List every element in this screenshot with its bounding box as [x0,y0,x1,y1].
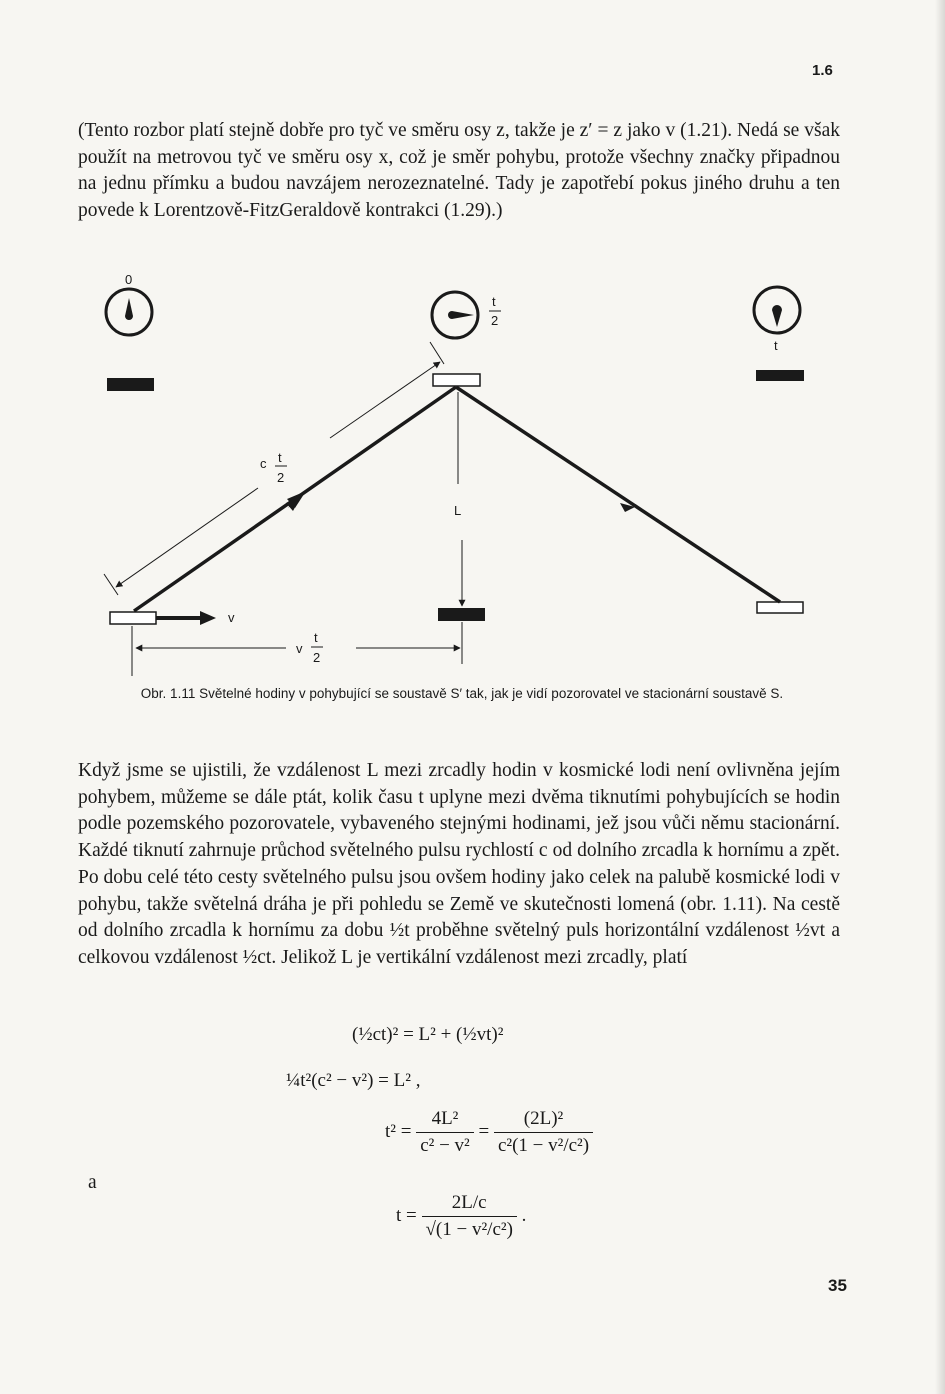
equation-3-equals: = [478,1120,490,1142]
equation-3-fraction-2 [494,1108,593,1157]
equation-4-num: 2L/c [422,1192,517,1217]
upper-mirror [433,374,480,386]
equation-3-fraction-2-den: c²(1 − v²/c²) [497,1135,590,1156]
ct-label-den: 2 [277,470,285,485]
vt-label-num: t [314,630,318,645]
equation-3-fraction-1-num: 4L² [416,1108,474,1133]
paragraph-1: (Tento rozbor platí stejně dobře pro tyč ve směru osy z, takže je z′ = z jako v (1.21). Nedá se však použít na metrovou tyč ve směru osy x, což je směr pohybu, protože všechny značky připadnou na jednu přímku a budou navzájem nerozeznatelné. Tady je zapotřebí pokus jiného druhu a ten povede k Lorentzově-FitzGeraldově kontrakci (1.29).) [78,120,840,222]
clock-hand-up [125,298,133,320]
equation-3-lhs: t² = [385,1120,412,1142]
velocity-arrowhead [200,611,216,625]
equation-2: ¼t²(c² − v²) = L² , [286,1070,421,1091]
ct-label-num: t [278,450,282,465]
clock-middle [432,292,501,338]
equation-4-fraction [422,1192,517,1241]
clock-end-label: t [774,338,778,353]
clock-hand-down [772,305,782,327]
clock-middle-label-den: 2 [491,313,499,328]
and-word: a [88,1172,97,1193]
ct-dimension-line-upper [330,362,440,438]
clock-start-mirror [107,378,154,391]
paragraph-2: Když jsme se ujistili, že vzdálenost L mezi zrcadly hodin v kosmické lodi není ovlivněna jejím pohybem, můžeme se dále ptát, kolik času t uplyne mezi dvěma tiknutími pohybujících se hodin podle pozemského pozorovatele, vybaveného stejnými hodinami, jež jsou vůči němu stacionární. Každé tiknutí zahrnuje průchod světelného pulsu rychlostí c od dolního zrcadla k hornímu a zpět. Po dobu celé této cesty světelného pulsu jsou ovšem hodiny jako celek na palubě kosmické lodi v pohybu, takže světelná dráha je při pohledu se Země ve skutečnosti lomená (obr. 1.11). Na cestě od dolního zrcadla k hornímu za dobu ½t proběhne světelný puls horizontální vzdálenost ½vt a celkovou vzdálenost ½ct. Jelikož L je vertikální vzdálenost mezi zrcadly, platí [78,760,840,968]
page-edge [935,0,945,1394]
clock-start-label: 0 [125,272,133,287]
equation-1: (½ct)² = L² + (½vt)² [352,1024,504,1045]
clock-end [754,287,800,353]
clock-start [106,272,152,335]
equation-4-end: . [521,1204,527,1226]
vt-label-den: 2 [313,650,321,665]
clock-middle-label-num: t [492,294,496,309]
lower-mirror-start [110,612,156,624]
equation-3-fraction-1-den: c² − v² [420,1135,470,1156]
light-path-down [456,387,780,602]
equation-4-den: √(1 − v²/c²) [425,1219,513,1240]
ct-label-c: c [260,456,267,471]
clock-end-mirror [756,370,804,381]
section-number: 1.6 [812,62,833,79]
light-clock-figure [90,264,830,676]
lower-mirror-middle [438,608,485,621]
vt-label-v: v [296,641,303,656]
equation-4-lhs: t = [396,1204,417,1226]
velocity-label: v [228,610,235,625]
equation-3-fraction-1 [416,1108,474,1157]
clock-hand-right [448,311,474,319]
equation-3 [385,1108,593,1157]
page-number: 35 [828,1276,847,1295]
figure-caption: Obr. 1.11 Světelné hodiny v pohybující se soustavě S′ tak, jak je vidí pozorovatel ve stacionární soustavě S. [140,686,784,701]
L-label: L [454,503,462,518]
lower-mirror-end [757,602,803,613]
equation-4 [396,1192,526,1241]
equation-3-fraction-2-num: (2L)² [494,1108,593,1133]
